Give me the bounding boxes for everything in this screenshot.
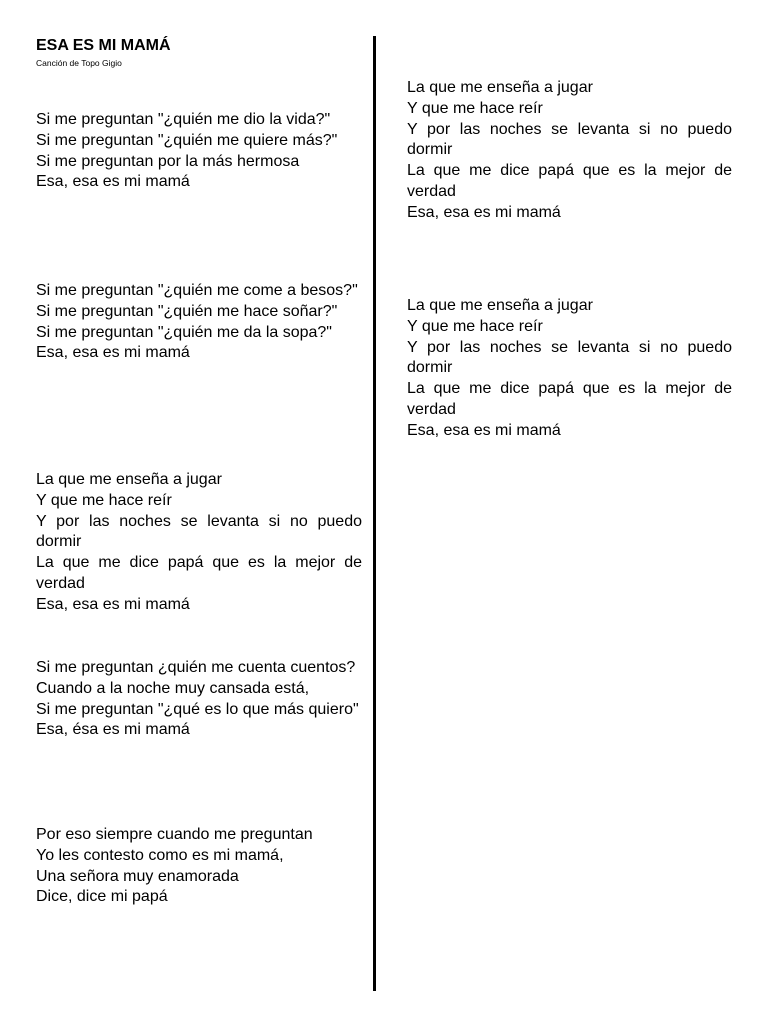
- stanza-chorus-2: [407, 296, 732, 442]
- lyric-line: La que me enseña a jugar: [407, 79, 593, 96]
- lyric-line: La que me dice papá que es la mejor de verdad: [36, 554, 362, 592]
- stanza-5: [36, 825, 362, 908]
- lyric-line: Y por las noches se levanta si no puedo dormir: [36, 512, 362, 551]
- lyric-line: Cuando a la noche muy cansada está,: [36, 679, 310, 697]
- lyric-line: La que me enseña a jugar: [407, 297, 593, 314]
- song-subtitle: Canción de Topo Gigio: [36, 58, 122, 68]
- lyric-line: Y que me hace reír: [36, 491, 172, 509]
- lyric-line: Una señora muy enamorada: [36, 867, 239, 885]
- lyric-line: Y que me hace reír: [407, 317, 543, 335]
- lyric-line: Esa, ésa es mi mamá: [36, 721, 190, 739]
- lyric-line: Si me preguntan "¿quién me dio la vida?": [36, 111, 331, 128]
- lyric-line: La que me dice papá que es la mejor de verdad: [407, 380, 732, 418]
- lyric-line: Esa, esa es mi mamá: [36, 173, 190, 191]
- lyric-line: Esa, esa es mi mamá: [36, 344, 190, 362]
- stanza-1: [36, 110, 362, 193]
- song-title: ESA ES MI MAMÁ: [36, 37, 171, 54]
- column-divider: [373, 36, 376, 991]
- lyric-line: Si me preguntan "¿quién me da la sopa?": [36, 323, 332, 341]
- lyric-line: Esa, esa es mi mamá: [36, 595, 190, 613]
- lyric-line: Y por las noches se levanta si no puedo dormir: [407, 338, 732, 377]
- lyric-line: Dice, dice mi papá: [36, 888, 168, 906]
- lyric-line: Si me preguntan por la más hermosa: [36, 152, 300, 170]
- stanza-3: [36, 470, 362, 616]
- lyric-line: Y por las noches se levanta si no puedo dormir: [407, 120, 732, 159]
- lyric-line: Y que me hace reír: [407, 99, 543, 117]
- stanza-chorus-1: [407, 78, 732, 224]
- lyric-line: Esa, esa es mi mamá: [407, 421, 561, 439]
- stanza-4: [36, 658, 362, 741]
- lyric-line: Si me preguntan "¿quién me hace soñar?": [36, 302, 338, 320]
- lyric-line: Si me preguntan "¿qué es lo que más quiero": [36, 700, 359, 718]
- lyric-line: La que me dice papá que es la mejor de verdad: [407, 162, 732, 200]
- lyric-line: Si me preguntan "¿quién me quiere más?": [36, 131, 338, 149]
- lyric-line: Por eso siempre cuando me preguntan: [36, 826, 313, 843]
- lyric-line: La que me enseña a jugar: [36, 471, 222, 488]
- lyric-line: Si me preguntan "¿quién me come a besos?": [36, 282, 358, 299]
- lyric-line: Yo les contesto como es mi mamá,: [36, 846, 284, 864]
- stanza-2: [36, 281, 362, 364]
- lyric-line: Esa, esa es mi mamá: [407, 203, 561, 221]
- lyric-line: Si me preguntan ¿quién me cuenta cuentos?: [36, 659, 356, 676]
